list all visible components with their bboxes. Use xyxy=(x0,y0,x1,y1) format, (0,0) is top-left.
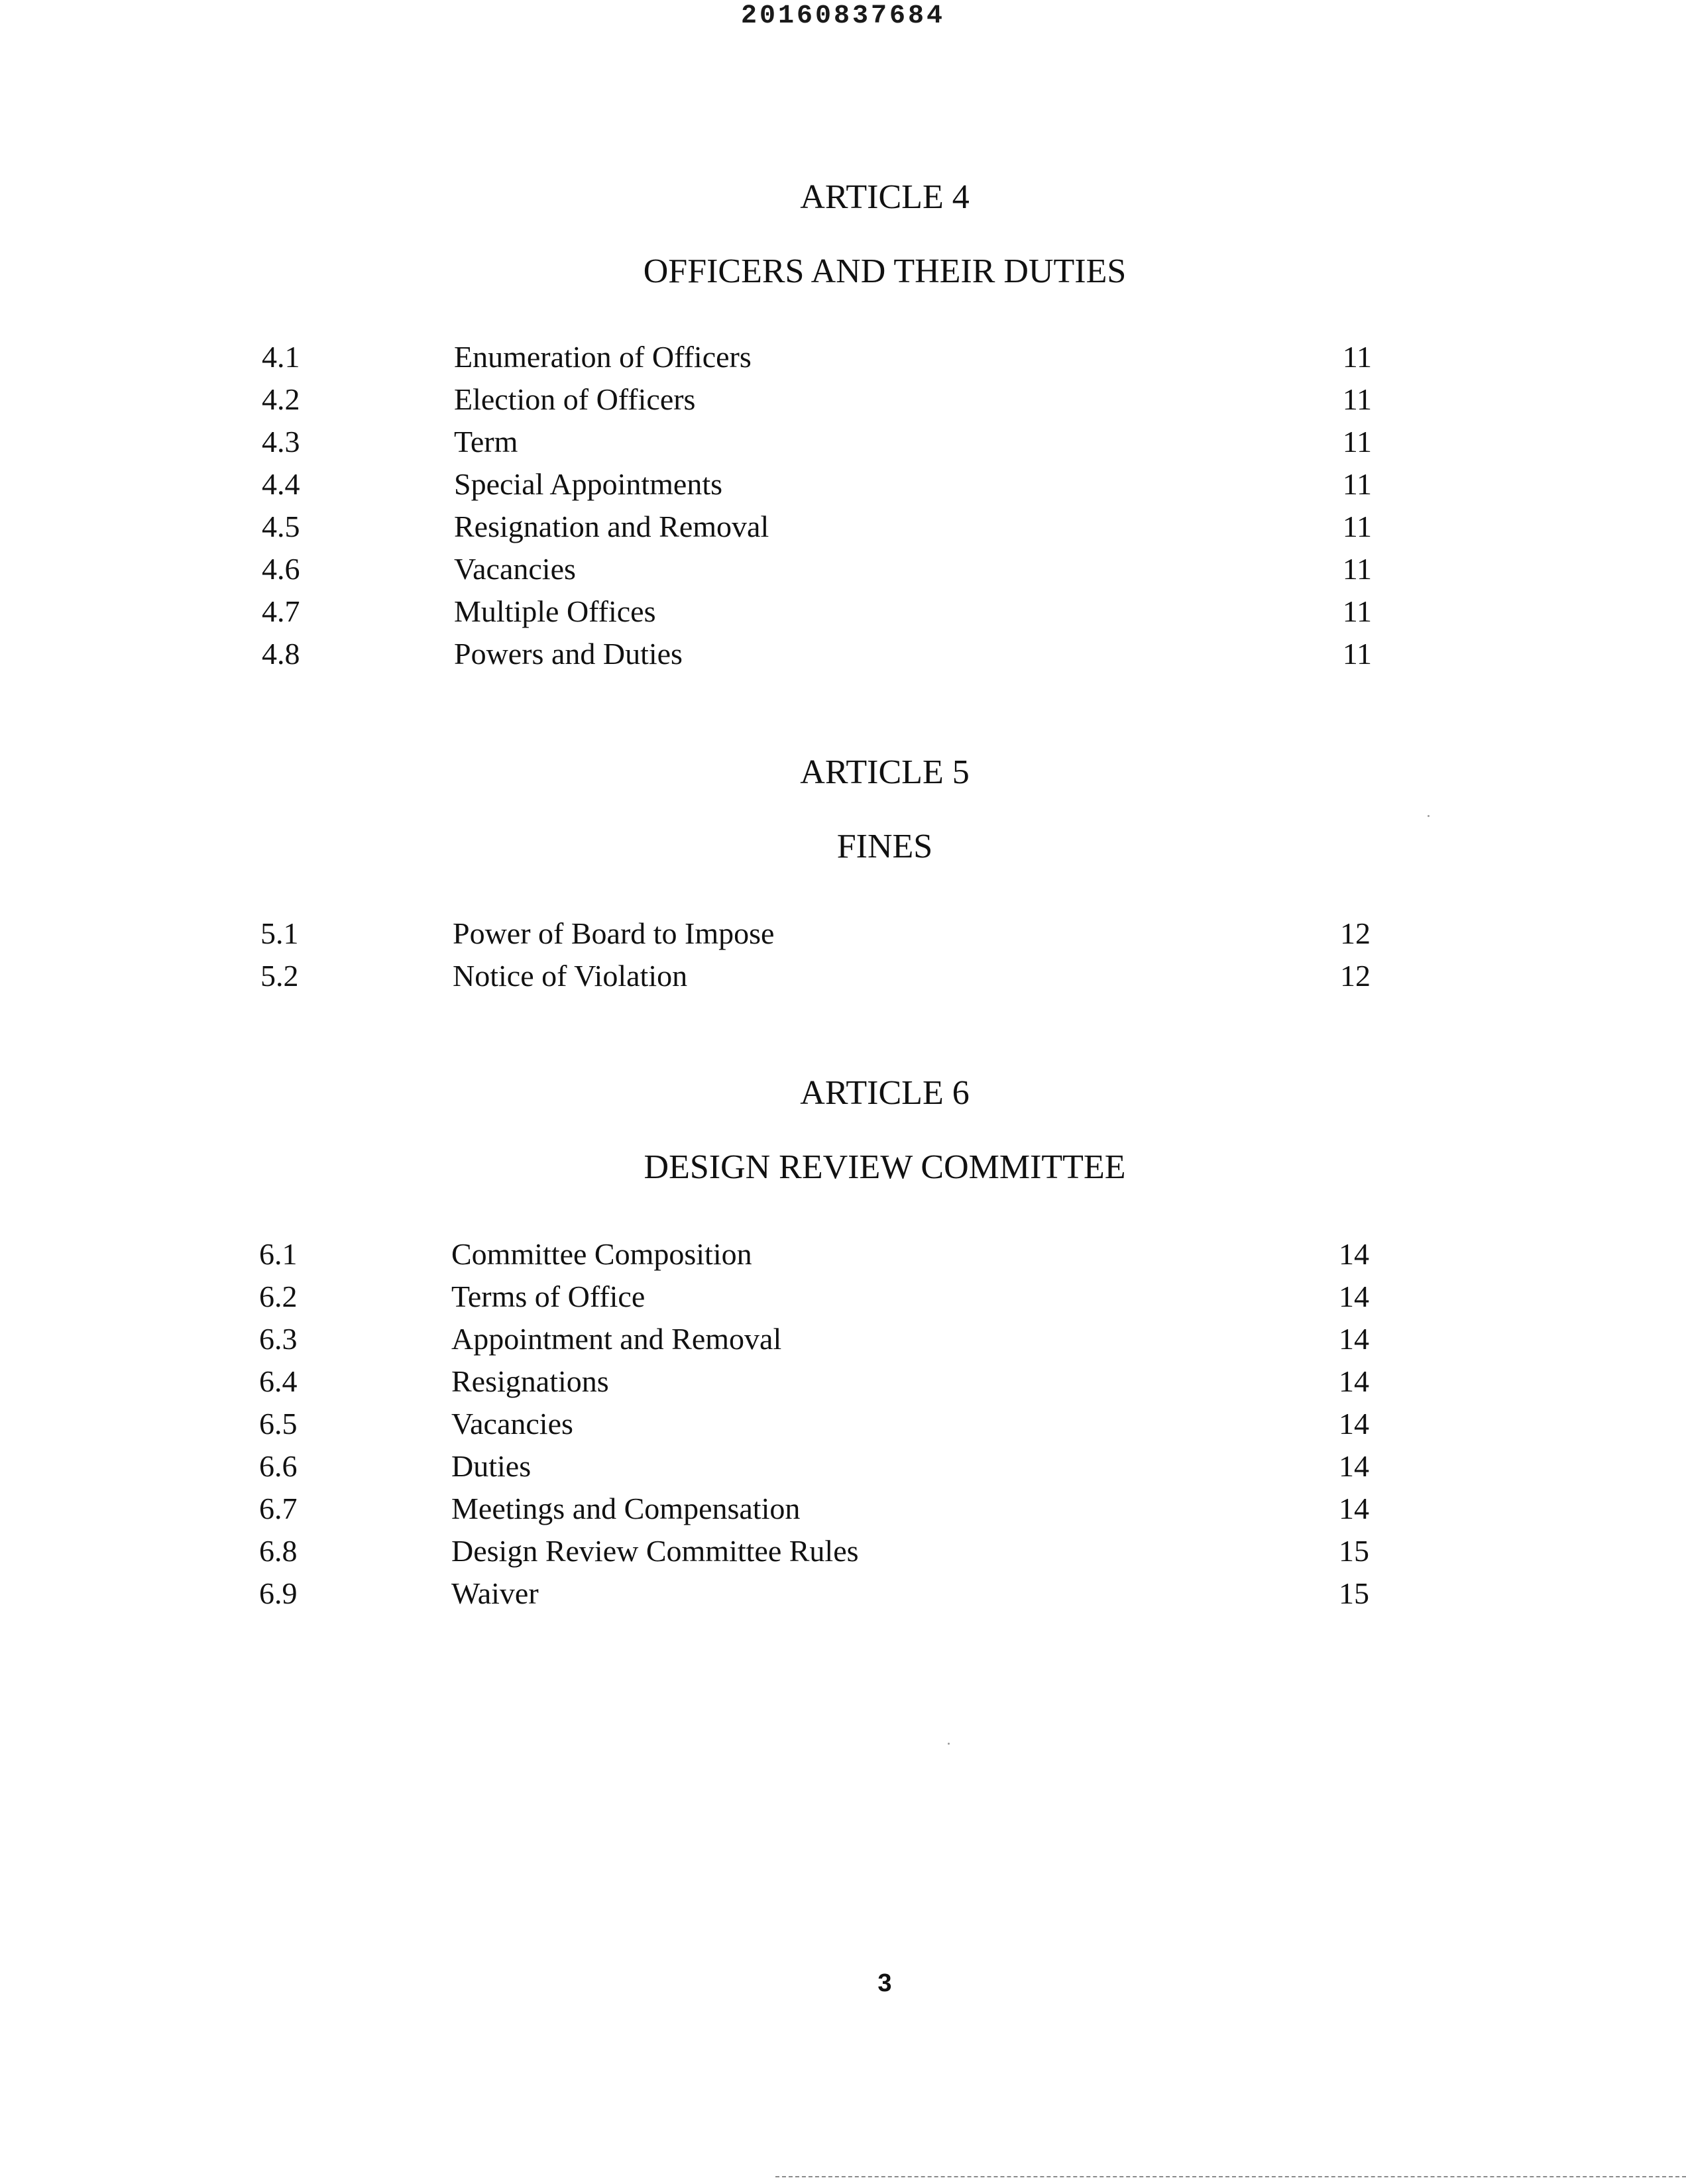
section-number: 6.2 xyxy=(259,1280,298,1313)
section-number: 6.4 xyxy=(259,1364,298,1398)
document-number: 20160837684 xyxy=(740,1,946,31)
section-title: Duties xyxy=(451,1449,532,1483)
section-title: Multiple Offices xyxy=(454,594,656,628)
section-number: 4.5 xyxy=(262,510,300,543)
section-number: 6.1 xyxy=(259,1237,298,1271)
section-number: 4.8 xyxy=(262,637,300,671)
section-number: 4.6 xyxy=(262,552,300,586)
section-page: 12 xyxy=(1340,916,1371,950)
scan-edge-line xyxy=(775,2176,1686,2177)
section-number: 5.2 xyxy=(260,959,299,993)
section-title: Term xyxy=(454,425,518,459)
section-title: Vacancies xyxy=(454,552,576,586)
section-title: Terms of Office xyxy=(451,1280,646,1313)
section-page: 15 xyxy=(1339,1576,1369,1610)
toc-entry-6-2 xyxy=(259,1276,1369,1317)
toc-entry-6-7 xyxy=(259,1488,1369,1529)
toc-entry-4-8 xyxy=(262,633,1372,675)
page-number: 3 xyxy=(877,1969,892,1997)
toc-entry-4-6 xyxy=(262,549,1372,590)
toc-entry-4-4 xyxy=(262,464,1372,505)
section-title: Meetings and Compensation xyxy=(451,1492,801,1525)
article-6-heading: ARTICLE 6 xyxy=(800,1074,970,1112)
toc-entry-6-3 xyxy=(259,1319,1369,1360)
section-page: 14 xyxy=(1339,1237,1369,1271)
section-title: Appointment and Removal xyxy=(451,1322,782,1356)
toc-entry-4-3 xyxy=(262,421,1372,463)
section-number: 4.4 xyxy=(262,467,300,501)
section-number: 6.9 xyxy=(259,1576,298,1610)
section-number: 4.2 xyxy=(262,382,300,416)
section-page: 14 xyxy=(1339,1407,1369,1441)
section-number: 6.5 xyxy=(259,1407,298,1441)
section-number: 4.1 xyxy=(262,340,300,374)
toc-entry-5-2 xyxy=(260,956,1371,997)
toc-entry-4-1 xyxy=(262,337,1372,378)
toc-entry-6-4 xyxy=(259,1361,1369,1402)
section-page: 14 xyxy=(1339,1449,1369,1483)
section-page: 11 xyxy=(1342,425,1372,459)
section-title: Committee Composition xyxy=(451,1237,752,1271)
section-page: 15 xyxy=(1339,1534,1369,1568)
section-page: 14 xyxy=(1339,1322,1369,1356)
section-title: Notice of Violation xyxy=(453,959,688,993)
toc-entry-6-5 xyxy=(259,1403,1369,1445)
section-title: Special Appointments xyxy=(454,467,723,501)
section-page: 11 xyxy=(1342,552,1372,586)
section-number: 6.7 xyxy=(259,1492,298,1525)
scan-speck xyxy=(948,1743,950,1745)
toc-entry-6-9 xyxy=(259,1573,1369,1614)
section-number: 5.1 xyxy=(260,916,299,950)
article-6-subheading: DESIGN REVIEW COMMITTEE xyxy=(644,1148,1126,1186)
scan-speck xyxy=(1428,815,1430,817)
toc-entry-6-1 xyxy=(259,1234,1369,1275)
section-title: Powers and Duties xyxy=(454,637,683,671)
section-page: 12 xyxy=(1340,959,1371,993)
toc-entry-4-5 xyxy=(262,506,1372,547)
section-number: 4.7 xyxy=(262,594,300,628)
section-title: Enumeration of Officers xyxy=(454,340,752,374)
section-title: Resignations xyxy=(451,1364,609,1398)
section-number: 6.6 xyxy=(259,1449,298,1483)
section-title: Election of Officers xyxy=(454,382,696,416)
article-4-heading: ARTICLE 4 xyxy=(800,178,970,216)
section-number: 4.3 xyxy=(262,425,300,459)
section-page: 11 xyxy=(1342,594,1372,628)
article-4-subheading: OFFICERS AND THEIR DUTIES xyxy=(643,252,1127,290)
section-number: 6.8 xyxy=(259,1534,298,1568)
toc-entry-6-6 xyxy=(259,1446,1369,1487)
section-page: 14 xyxy=(1339,1492,1369,1525)
section-title: Power of Board to Impose xyxy=(453,916,775,950)
section-title: Waiver xyxy=(451,1576,539,1610)
section-page: 11 xyxy=(1342,637,1372,671)
toc-entry-4-2 xyxy=(262,379,1372,420)
toc-entry-4-7 xyxy=(262,591,1372,632)
section-title: Resignation and Removal xyxy=(454,510,769,543)
toc-entry-5-1 xyxy=(260,913,1371,954)
section-page: 11 xyxy=(1342,340,1372,374)
section-page: 11 xyxy=(1342,382,1372,416)
section-page: 14 xyxy=(1339,1280,1369,1313)
section-title: Vacancies xyxy=(451,1407,573,1441)
section-page: 11 xyxy=(1342,467,1372,501)
toc-entry-6-8 xyxy=(259,1531,1369,1572)
section-title: Design Review Committee Rules xyxy=(451,1534,859,1568)
section-page: 14 xyxy=(1339,1364,1369,1398)
article-5-heading: ARTICLE 5 xyxy=(800,753,970,791)
section-page: 11 xyxy=(1342,510,1372,543)
article-5-subheading: FINES xyxy=(836,828,933,865)
section-number: 6.3 xyxy=(259,1322,298,1356)
